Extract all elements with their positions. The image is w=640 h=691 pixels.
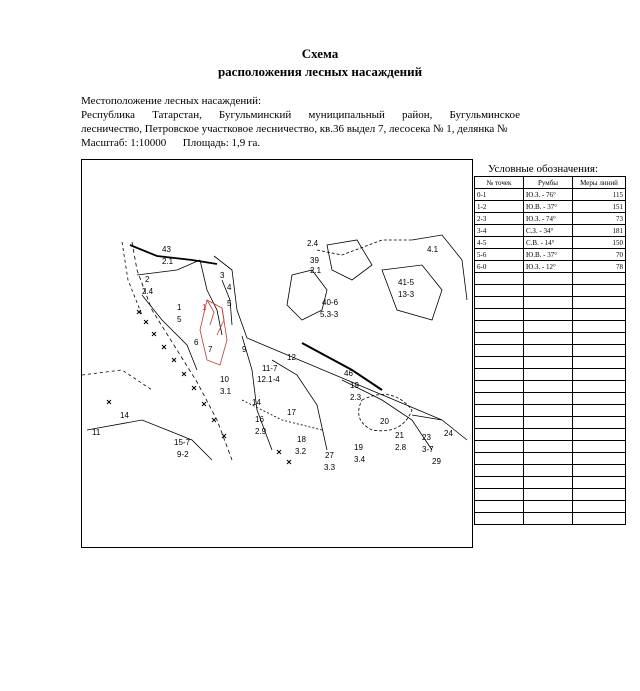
table-row-empty bbox=[475, 441, 626, 453]
map-label: 5 bbox=[177, 315, 182, 324]
legend-cell-empty bbox=[475, 441, 524, 453]
legend-cell-empty bbox=[524, 345, 573, 357]
legend-cell-empty bbox=[573, 417, 626, 429]
map-label: 18 bbox=[297, 435, 306, 444]
map-label: 46 bbox=[344, 369, 353, 378]
map-label: 41-5 bbox=[398, 278, 415, 287]
map-label: 7 bbox=[208, 345, 213, 354]
map-label: 3-7 bbox=[422, 445, 434, 454]
table-row-empty bbox=[475, 309, 626, 321]
legend-cell-empty bbox=[524, 369, 573, 381]
legend-cell-empty bbox=[573, 345, 626, 357]
map-label: 12 bbox=[287, 353, 296, 362]
table-row-empty bbox=[475, 477, 626, 489]
map-label: 9 bbox=[242, 345, 247, 354]
location-info bbox=[81, 94, 520, 150]
legend-cell-length: 78 bbox=[573, 261, 626, 273]
legend-cell-bearing: С.З. - 34° bbox=[524, 225, 573, 237]
map-label: 21 bbox=[395, 431, 404, 440]
legend-cell-empty bbox=[573, 357, 626, 369]
location-label: Местоположение лесных насаждений: bbox=[81, 95, 262, 107]
legend-cell-empty bbox=[524, 465, 573, 477]
map-boundary bbox=[200, 260, 222, 335]
legend-cell-length: 73 bbox=[573, 213, 626, 225]
table-row-empty bbox=[475, 369, 626, 381]
map-boundary bbox=[342, 380, 432, 450]
legend-cell-bearing: С.В. - 14° bbox=[524, 237, 573, 249]
legend-cell-empty bbox=[573, 333, 626, 345]
map-label: 11 bbox=[92, 428, 101, 437]
legend-cell-empty bbox=[524, 309, 573, 321]
legend-cell-empty bbox=[475, 393, 524, 405]
map-label: 43 bbox=[162, 245, 171, 254]
legend-cell-empty bbox=[573, 477, 626, 489]
legend-cell-length: 151 bbox=[573, 201, 626, 213]
map-label: 40-6 bbox=[322, 298, 339, 307]
location-line-1: Республика Татарстан, Бугульминский муниципальный район, Бугульминское bbox=[81, 109, 520, 121]
legend-cell-empty bbox=[524, 429, 573, 441]
map-label: 3.1 bbox=[220, 387, 232, 396]
map-hatching bbox=[107, 310, 291, 464]
legend-cell-empty bbox=[573, 489, 626, 501]
map-label: 13-3 bbox=[398, 290, 415, 299]
map-label: 27 bbox=[325, 451, 334, 460]
legend-cell-empty bbox=[524, 501, 573, 513]
legend-cell-empty bbox=[573, 393, 626, 405]
table-row bbox=[475, 261, 626, 273]
legend-cell-empty bbox=[573, 285, 626, 297]
map-point-label: 1 bbox=[202, 303, 207, 312]
table-row bbox=[475, 189, 626, 201]
table-row-empty bbox=[475, 321, 626, 333]
table-row-empty bbox=[475, 333, 626, 345]
map-label: 12.1-4 bbox=[257, 375, 280, 384]
legend-cell-empty bbox=[573, 501, 626, 513]
table-row-empty bbox=[475, 273, 626, 285]
map-label: 10 bbox=[220, 375, 229, 384]
table-row-empty bbox=[475, 513, 626, 525]
legend-cell-bearing: Ю.З. - 76° bbox=[524, 189, 573, 201]
legend-cell-empty bbox=[524, 489, 573, 501]
legend-cell-length: 181 bbox=[573, 225, 626, 237]
legend-cell-empty bbox=[524, 513, 573, 525]
map-drawing bbox=[82, 160, 473, 548]
table-row bbox=[475, 249, 626, 261]
legend-cell-length: 150 bbox=[573, 237, 626, 249]
legend-cell-empty bbox=[573, 297, 626, 309]
table-row-empty bbox=[475, 429, 626, 441]
map-label: 4 bbox=[227, 283, 232, 292]
document-subtitle: расположения лесных насаждений bbox=[217, 64, 423, 79]
legend-cell-empty bbox=[524, 417, 573, 429]
location-line-2: лесничество, Петровское участковое лесничество, кв.36 выдел 7, лесосека № 1, делянка № bbox=[81, 123, 508, 135]
map-label: 2.4 bbox=[142, 287, 154, 296]
map-label: 15-7 bbox=[174, 438, 191, 447]
legend-cell-empty bbox=[475, 405, 524, 417]
map-label: 1 bbox=[177, 303, 182, 312]
table-row-empty bbox=[475, 381, 626, 393]
map-bold-boundary bbox=[130, 245, 217, 264]
map-label: 3.2 bbox=[295, 447, 307, 456]
legend-cell-empty bbox=[524, 357, 573, 369]
legend-cell-empty bbox=[475, 273, 524, 285]
map-boundary-dashed bbox=[82, 370, 152, 390]
map-label: 6 bbox=[194, 338, 199, 347]
map-boundary bbox=[142, 295, 197, 370]
table-row bbox=[475, 225, 626, 237]
legend-cell-empty bbox=[475, 369, 524, 381]
table-row-empty bbox=[475, 297, 626, 309]
legend-cell-length: 115 bbox=[573, 189, 626, 201]
map-label: 14 bbox=[252, 398, 261, 407]
map-boundary-dashed bbox=[122, 242, 142, 315]
cut-block-line bbox=[207, 300, 214, 325]
legend-cell-empty bbox=[475, 357, 524, 369]
table-row-empty bbox=[475, 417, 626, 429]
table-row-empty bbox=[475, 489, 626, 501]
map-label: 2.1 bbox=[310, 266, 322, 275]
legend-cell-points: 4-5 bbox=[475, 237, 524, 249]
legend-cell-empty bbox=[475, 285, 524, 297]
legend-cell-empty bbox=[524, 333, 573, 345]
legend-cell-empty bbox=[475, 297, 524, 309]
legend-cell-empty bbox=[573, 513, 626, 525]
map-label: 19 bbox=[350, 381, 359, 390]
map-label: 2.1 bbox=[162, 257, 174, 266]
legend-cell-empty bbox=[573, 465, 626, 477]
map-boundary bbox=[412, 235, 467, 300]
map-label: 5 bbox=[227, 299, 232, 308]
map-label: 3 bbox=[220, 271, 225, 280]
map-label: 3.4 bbox=[354, 455, 366, 464]
legend-cell-empty bbox=[475, 333, 524, 345]
legend-cell-empty bbox=[573, 429, 626, 441]
legend-cell-empty bbox=[573, 381, 626, 393]
legend-cell-empty bbox=[524, 321, 573, 333]
map-label: 39 bbox=[310, 256, 319, 265]
legend-cell-empty bbox=[475, 477, 524, 489]
legend-table bbox=[474, 176, 626, 525]
map-label: 17 bbox=[287, 408, 296, 417]
forest-map bbox=[81, 159, 473, 548]
legend-cell-bearing: Ю.В. - 37° bbox=[524, 249, 573, 261]
map-label: 2.3 bbox=[350, 393, 362, 402]
table-row-empty bbox=[475, 453, 626, 465]
legend-header-row bbox=[475, 177, 626, 189]
map-label: 14 bbox=[120, 411, 129, 420]
map-label: 24 bbox=[444, 429, 453, 438]
map-label: 3.3 bbox=[324, 463, 336, 472]
legend-cell-bearing: Ю.З. - 74° bbox=[524, 213, 573, 225]
map-label: 23 bbox=[422, 433, 431, 442]
table-row bbox=[475, 237, 626, 249]
legend-cell-empty bbox=[475, 453, 524, 465]
legend-cell-empty bbox=[524, 381, 573, 393]
legend-title: Условные обозначения: bbox=[488, 163, 599, 175]
table-row-empty bbox=[475, 465, 626, 477]
legend-cell-empty bbox=[524, 477, 573, 489]
map-label: 29 bbox=[432, 457, 441, 466]
map-label: 4.1 bbox=[427, 245, 439, 254]
legend-cell-empty bbox=[475, 417, 524, 429]
legend-cell-empty bbox=[475, 381, 524, 393]
legend-cell-empty bbox=[573, 309, 626, 321]
legend-cell-points: 2-3 bbox=[475, 213, 524, 225]
legend-header-points: № точек bbox=[475, 177, 524, 189]
map-label: 5.3-3 bbox=[320, 310, 339, 319]
table-row bbox=[475, 213, 626, 225]
legend-cell-empty bbox=[475, 345, 524, 357]
legend-cell-empty bbox=[524, 273, 573, 285]
legend-cell-empty bbox=[524, 453, 573, 465]
legend-cell-points: 3-4 bbox=[475, 225, 524, 237]
legend-cell-empty bbox=[524, 405, 573, 417]
map-label: 16 bbox=[255, 415, 264, 424]
legend-cell-points: 0-1 bbox=[475, 189, 524, 201]
map-label: 2.4 bbox=[307, 239, 319, 248]
table-row-empty bbox=[475, 405, 626, 417]
table-row-empty bbox=[475, 285, 626, 297]
legend-cell-empty bbox=[475, 465, 524, 477]
map-label: 11-7 bbox=[262, 364, 278, 373]
legend-cell-bearing: Ю.З. - 12° bbox=[524, 261, 573, 273]
map-label: 2.8 bbox=[395, 443, 407, 452]
legend-cell-empty bbox=[573, 441, 626, 453]
legend-header-bearings: Румбы bbox=[524, 177, 573, 189]
table-row bbox=[475, 201, 626, 213]
document-title: Схема bbox=[301, 46, 339, 61]
legend-cell-empty bbox=[573, 453, 626, 465]
legend-cell-bearing: Ю.В. - 37° bbox=[524, 201, 573, 213]
map-boundary bbox=[87, 420, 212, 460]
table-row-empty bbox=[475, 501, 626, 513]
legend-cell-points: 5-6 bbox=[475, 249, 524, 261]
legend-cell-length: 70 bbox=[573, 249, 626, 261]
legend-cell-empty bbox=[524, 393, 573, 405]
legend-cell-empty bbox=[524, 297, 573, 309]
legend-cell-empty bbox=[475, 501, 524, 513]
legend-cell-empty bbox=[475, 513, 524, 525]
map-label: 2.9 bbox=[255, 427, 267, 436]
legend-cell-points: 1-2 bbox=[475, 201, 524, 213]
legend-cell-points: 6-0 bbox=[475, 261, 524, 273]
legend-cell-empty bbox=[573, 405, 626, 417]
legend-cell-empty bbox=[573, 369, 626, 381]
legend-cell-empty bbox=[524, 285, 573, 297]
scale-area: Масштаб: 1:10000 Площадь: 1,9 га. bbox=[81, 137, 261, 149]
legend-cell-empty bbox=[573, 321, 626, 333]
map-label: 20 bbox=[380, 417, 389, 426]
table-row-empty bbox=[475, 345, 626, 357]
legend-cell-empty bbox=[475, 489, 524, 501]
legend-cell-empty bbox=[524, 441, 573, 453]
table-row-empty bbox=[475, 357, 626, 369]
table-row-empty bbox=[475, 393, 626, 405]
map-label: 2 bbox=[145, 275, 150, 284]
map-label: 9-2 bbox=[177, 450, 189, 459]
cut-block-line bbox=[217, 308, 224, 335]
legend-header-lengths: Меры линий bbox=[573, 177, 626, 189]
legend-cell-empty bbox=[475, 429, 524, 441]
legend-cell-empty bbox=[573, 273, 626, 285]
legend-cell-empty bbox=[475, 321, 524, 333]
legend-cell-empty bbox=[475, 309, 524, 321]
map-label: 19 bbox=[354, 443, 363, 452]
